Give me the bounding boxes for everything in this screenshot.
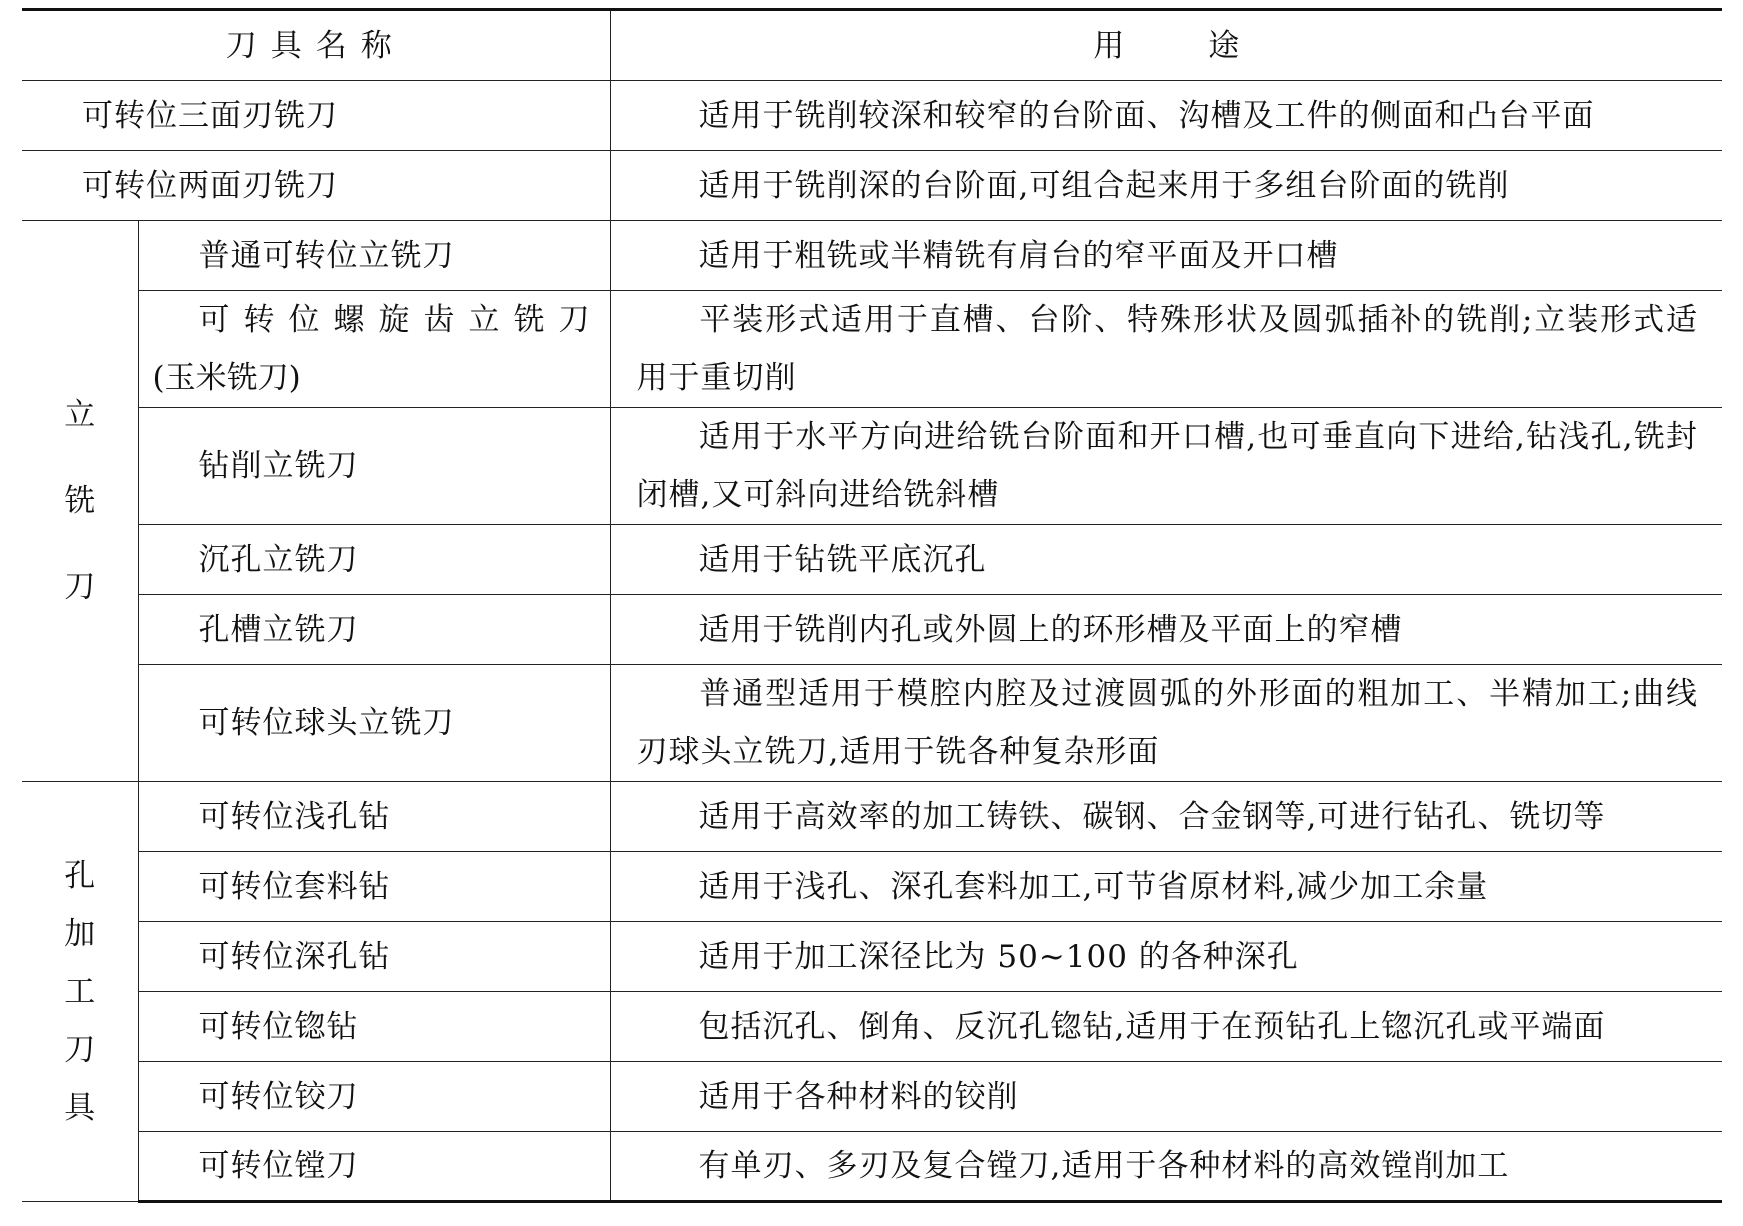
header-tool-name: 刀具名称 [22,10,610,81]
header-use [610,10,1722,81]
category-hole-tools [22,782,138,1202]
tool-name-cell: 沉孔立铣刀 [138,525,610,595]
table-row [22,291,1722,408]
tool-use-text: 适用于加工深径比为 50~100 的各种深孔 [698,938,1299,975]
category-char: 工 [64,973,96,1010]
table-row [22,665,1722,782]
tool-use-text: 适用于铣削深的台阶面,可组合起来用于多组台阶面的铣削 [698,167,1510,204]
table-row [22,221,1722,291]
table-row [22,595,1722,665]
category-char: 孔 [64,857,96,894]
tool-use-cell [610,922,1722,992]
tool-name-cell: 可转位深孔钻 [138,922,610,992]
tool-use-text: 平装形式适用于直槽、台阶、特殊形状及圆弧插补的铣削;立装形式适用于重切削 [636,302,1698,396]
tool-name-cell: 可转位镗刀 [138,1132,610,1202]
tool-use-text: 适用于铣削内孔或外圆上的环形槽及平面上的窄槽 [698,611,1403,648]
tool-use-cell [610,992,1722,1062]
table-row [22,992,1722,1062]
tool-name-cell: 可转位三面刃铣刀 [22,81,610,151]
tool-use-cell [610,291,1722,408]
tool-name-cell: 孔槽立铣刀 [138,595,610,665]
table-row [22,151,1722,221]
tool-name-line-2: (玉米铣刀) [152,360,301,396]
category-char: 加 [64,915,96,952]
category-char: 具 [64,1089,96,1126]
tool-use-cell [610,852,1722,922]
category-char: 铣 [64,483,96,519]
table-row [22,782,1722,852]
tool-use-text: 包括沉孔、倒角、反沉孔锪钻,适用于在预钻孔上锪沉孔或平端面 [698,1008,1606,1045]
tool-use-text: 普通型适用于模腔内腔及过渡圆弧的外形面的粗加工、半精加工;曲线刃球头立铣刀,适用于铣各种复杂形面 [636,676,1698,770]
table-row [22,1062,1722,1132]
category-end-mill [22,221,138,782]
table-row [22,408,1722,525]
tool-use-cell [610,151,1722,221]
tool-name-cell: 可转位球头立铣刀 [138,665,610,782]
tool-name-cell: 可转位铰刀 [138,1062,610,1132]
table-row [22,1132,1722,1202]
tool-name-cell: 可转位套料钻 [138,852,610,922]
tool-usage-table [22,8,1722,1203]
header-use-char-2: 途 [1208,27,1240,64]
tool-use-cell [610,665,1722,782]
tool-use-text: 适用于钻铣平底沉孔 [698,541,987,578]
tool-use-text: 适用于浅孔、深孔套料加工,可节省原材料,减少加工余量 [698,868,1489,905]
table-row [22,852,1722,922]
tool-name-cell: 可转位两面刃铣刀 [22,151,610,221]
tool-name-line-1: 可转位螺旋齿立铣刀 [198,302,590,338]
tool-use-text: 有单刃、多刃及复合镗刀,适用于各种材料的高效镗削加工 [698,1148,1510,1184]
tool-use-text: 适用于水平方向进给铣台阶面和开口槽,也可垂直向下进给,钻浅孔,铣封闭槽,又可斜向进给铣斜槽 [636,419,1698,513]
tool-use-text: 适用于各种材料的铰削 [698,1078,1019,1115]
tool-use-text: 适用于铣削较深和较窄的台阶面、沟槽及工件的侧面和凸台平面 [698,97,1595,134]
tool-use-cell [610,782,1722,852]
tool-name-cell [138,291,610,408]
tool-use-text: 适用于高效率的加工铸铁、碳钢、合金钢等,可进行钻孔、铣切等 [698,798,1606,835]
category-char: 刀 [64,569,96,605]
tool-name-cell: 钻削立铣刀 [138,408,610,525]
table-row [22,525,1722,595]
tool-name-cell: 普通可转位立铣刀 [138,221,610,291]
tool-use-cell [610,221,1722,291]
category-char: 立 [64,397,96,433]
tool-use-cell [610,595,1722,665]
tool-use-cell [610,1062,1722,1132]
table-header-row [22,10,1722,81]
table-row [22,922,1722,992]
tool-use-cell [610,408,1722,525]
tool-use-cell [610,81,1722,151]
tool-name-cell: 可转位锪钻 [138,992,610,1062]
category-char: 刀 [64,1031,96,1068]
tool-use-text: 适用于粗铣或半精铣有肩台的窄平面及开口槽 [698,237,1339,274]
tool-name-cell: 可转位浅孔钻 [138,782,610,852]
table-row [22,81,1722,151]
tool-use-cell [610,525,1722,595]
header-use-char-1: 用 [1093,27,1125,64]
tool-use-cell [610,1132,1722,1202]
